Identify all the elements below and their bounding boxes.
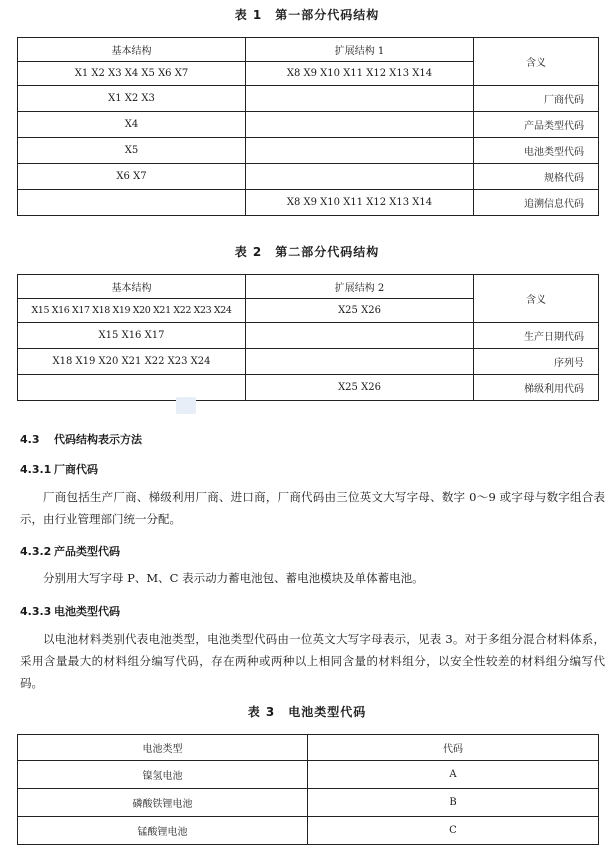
table3	[17, 734, 599, 845]
table2-codes-basic: X15 X16 X17 X18 X19 X20 X21 X22 X23 X24	[18, 299, 246, 323]
section-heading-4-3-3	[20, 603, 120, 619]
table2-cell-basic	[18, 375, 246, 401]
table-row	[18, 817, 599, 845]
table1-cell-ext	[246, 164, 474, 190]
table-row	[18, 275, 599, 299]
table1-cell-meaning: 规格代码	[474, 164, 599, 190]
table3-cell-type: 镍氢电池	[18, 761, 308, 789]
table2-header-meaning: 含义	[474, 275, 599, 323]
table2-cell-ext	[246, 349, 474, 375]
table3-header-type: 电池类型	[18, 735, 308, 761]
table2-cell-ext	[246, 323, 474, 349]
table3-cell-type: 磷酸铁锂电池	[18, 789, 308, 817]
table1-header-meaning: 含义	[474, 38, 599, 86]
table1-codes-basic: X1 X2 X3 X4 X5 X6 X7	[18, 62, 246, 86]
table-row	[18, 349, 599, 375]
table1-cell-ext: X8 X9 X10 X11 X12 X13 X14	[246, 190, 474, 216]
table3-cell-type: 锰酸锂电池	[18, 817, 308, 845]
table2-codes-ext: X25 X26	[246, 299, 474, 323]
section-title: 代码结构表示方法	[54, 433, 142, 446]
table-row	[18, 38, 599, 62]
table1-header-basic: 基本结构	[18, 38, 246, 62]
table3-cell-code: B	[308, 789, 599, 817]
watermark-icon	[176, 397, 196, 414]
table-row	[18, 735, 599, 761]
table-row	[18, 761, 599, 789]
section-heading-4-3-1	[20, 461, 98, 477]
table2-cell-meaning: 梯级利用代码	[474, 375, 599, 401]
table1-cell-basic	[18, 190, 246, 216]
table-row	[18, 789, 599, 817]
section-number: 4.3.1	[20, 463, 52, 476]
table-row	[18, 138, 599, 164]
section-heading-4-3-2	[20, 543, 120, 559]
section-number: 4.3	[20, 433, 40, 446]
table-row	[18, 323, 599, 349]
section-number: 4.3.2	[20, 545, 52, 558]
table1-cell-basic: X1 X2 X3	[18, 86, 246, 112]
table1	[17, 37, 599, 216]
table2-header-ext: 扩展结构 2	[246, 275, 474, 299]
section-title: 产品类型代码	[54, 545, 120, 558]
table1-cell-meaning: 厂商代码	[474, 86, 599, 112]
table2-cell-basic: X18 X19 X20 X21 X22 X23 X24	[18, 349, 246, 375]
section-number: 4.3.3	[20, 605, 52, 618]
section-heading-4-3	[20, 431, 142, 447]
table3-cell-code: C	[308, 817, 599, 845]
table2-cell-meaning: 生产日期代码	[474, 323, 599, 349]
table1-cell-basic: X4	[18, 112, 246, 138]
table-row	[18, 86, 599, 112]
paragraph-4-3-1: 厂商包括生产厂商、梯级利用厂商、进口商，厂商代码由三位英文大写字母、数字 0～9 或字母与数字组合表示，由行业管理部门统一分配。	[20, 490, 605, 526]
table1-codes-ext: X8 X9 X10 X11 X12 X13 X14	[246, 62, 474, 86]
section-title: 厂商代码	[54, 463, 98, 476]
table2-header-basic: 基本结构	[18, 275, 246, 299]
table1-cell-meaning: 电池类型代码	[474, 138, 599, 164]
table1-cell-meaning: 产品类型代码	[474, 112, 599, 138]
table1-cell-meaning: 追溯信息代码	[474, 190, 599, 216]
section-title: 电池类型代码	[54, 605, 120, 618]
table2-cell-ext: X25 X26	[246, 375, 474, 401]
table3-header-code: 代码	[308, 735, 599, 761]
paragraph-4-3-2: 分别用大写字母 P、M、C 表示动力蓄电池包、蓄电池模块及单体蓄电池。	[43, 571, 424, 585]
table1-caption: 表 1 第一部分代码结构	[234, 8, 380, 22]
table1-header-ext: 扩展结构 1	[246, 38, 474, 62]
table2	[17, 274, 599, 401]
table-row	[18, 190, 599, 216]
table1-cell-basic: X5	[18, 138, 246, 164]
paragraph-4-3-3: 以电池材料类别代表电池类型，电池类型代码由一位英文大写字母表示，见表 3。对于多组分混合材料体系，采用含量最大的材料组分编写代码，存在两种或两种以上相同含量的材料组分，以安全性较差的材料组分编写代码。	[20, 632, 605, 690]
table-row	[18, 164, 599, 190]
table3-caption: 表 3 电池类型代码	[247, 705, 367, 719]
table2-cell-basic: X15 X16 X17	[18, 323, 246, 349]
table1-cell-basic: X6 X7	[18, 164, 246, 190]
table3-cell-code: A	[308, 761, 599, 789]
table1-cell-ext	[246, 112, 474, 138]
table2-caption: 表 2 第二部分代码结构	[234, 245, 380, 259]
table-row	[18, 112, 599, 138]
table1-cell-ext	[246, 138, 474, 164]
table2-cell-meaning: 序列号	[474, 349, 599, 375]
table1-cell-ext	[246, 86, 474, 112]
table-row	[18, 375, 599, 401]
